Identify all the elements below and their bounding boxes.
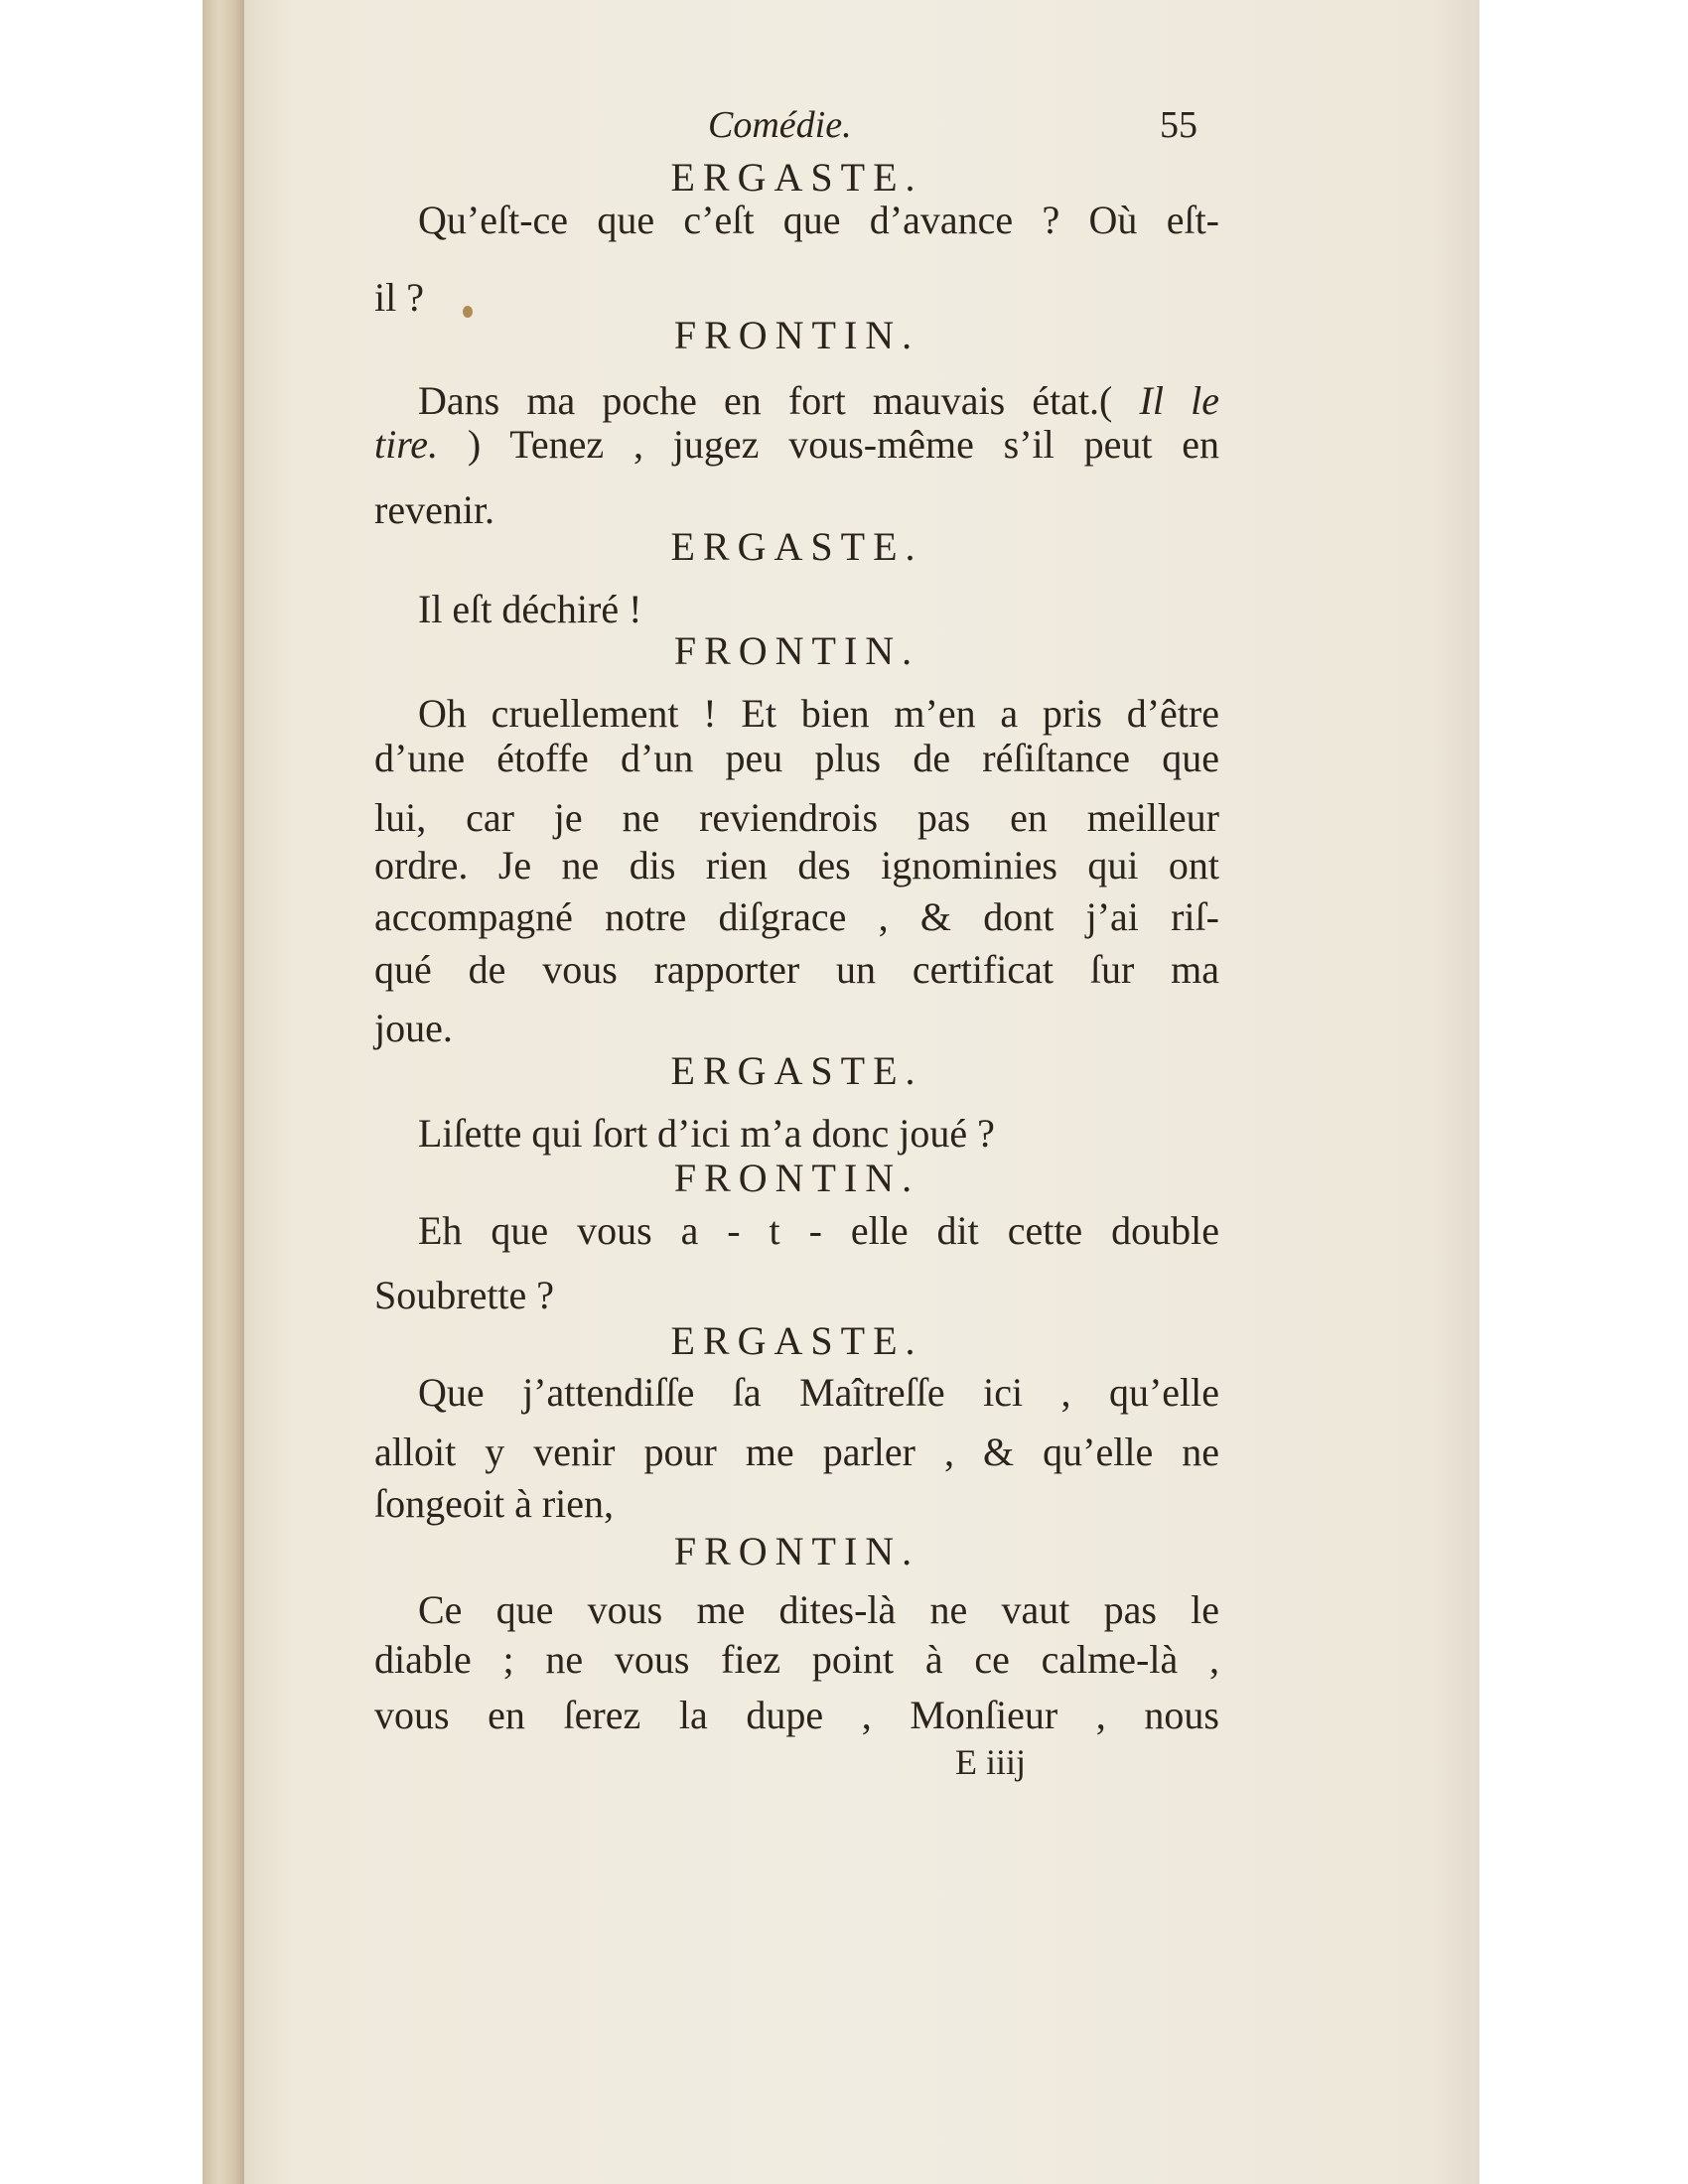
signature-mark: E iiij [955,1742,1026,1782]
text-line: vous en ſerez la dupe , Monſieur , nous [374,1693,1219,1737]
text-line: tire. ) Tenez , jugez vous-même s’il peut en [374,422,1219,467]
text-line: d’une étoffe d’un peu plus de réſiſtance que [374,736,1219,780]
running-title: Comédie. [708,104,852,146]
text-line: Eh que vous a - t - elle dit cette double [418,1208,1219,1253]
speaker-ergaste: ERGASTE. [670,1318,923,1363]
text-line: qué de vous rapporter un certificat ſur ma [374,947,1219,992]
text-line: alloit y venir pour me parler , & qu’elle ne [374,1430,1219,1474]
text-line: Liſette qui ſort d’ici m’a donc joué ? [418,1111,995,1156]
text-line: il ? [374,275,424,320]
text-line: Qu’eſt-ce que c’eſt que d’avance ? Où eſt- [418,198,1219,242]
text-line: ordre. Je ne dis rien des ignominies qui ont [374,843,1219,887]
text-line: Dans ma poche en fort mauvais état.( Il le [418,378,1219,423]
text-line: Il eſt déchiré ! [418,587,642,631]
text-line: Soubrette ? [374,1273,555,1317]
speaker-ergaste: ERGASTE. [670,1048,923,1093]
text-line: diable ; ne vous fiez point à ce calme-là , [374,1637,1219,1682]
text-line: revenir. [374,487,495,532]
text-line: lui, car je ne reviendrois pas en meilleur [374,795,1219,840]
speaker-frontin: FRONTIN. [673,628,920,673]
book-binding-edge [203,0,244,2184]
page-number: 55 [1160,104,1197,146]
text-line: joue. [374,1006,453,1050]
speaker-ergaste: ERGASTE. [670,155,923,200]
speaker-frontin: FRONTIN. [673,313,920,357]
speaker-frontin: FRONTIN. [673,1156,920,1200]
speaker-ergaste: ERGASTE. [670,524,923,569]
text-line: accompagné notre diſgrace , & dont j’ai riſ- [374,894,1219,939]
text-line: ſongeoit à rien, [374,1481,615,1526]
text-line: Ce que vous me dites-là ne vaut pas le [418,1587,1219,1632]
text-line: Oh cruellement ! Et bien m’en a pris d’être [418,691,1219,736]
text-line: Que j’attendiſſe ſa Maîtreſſe ici , qu’elle [418,1370,1219,1415]
speaker-frontin: FRONTIN. [673,1529,920,1573]
